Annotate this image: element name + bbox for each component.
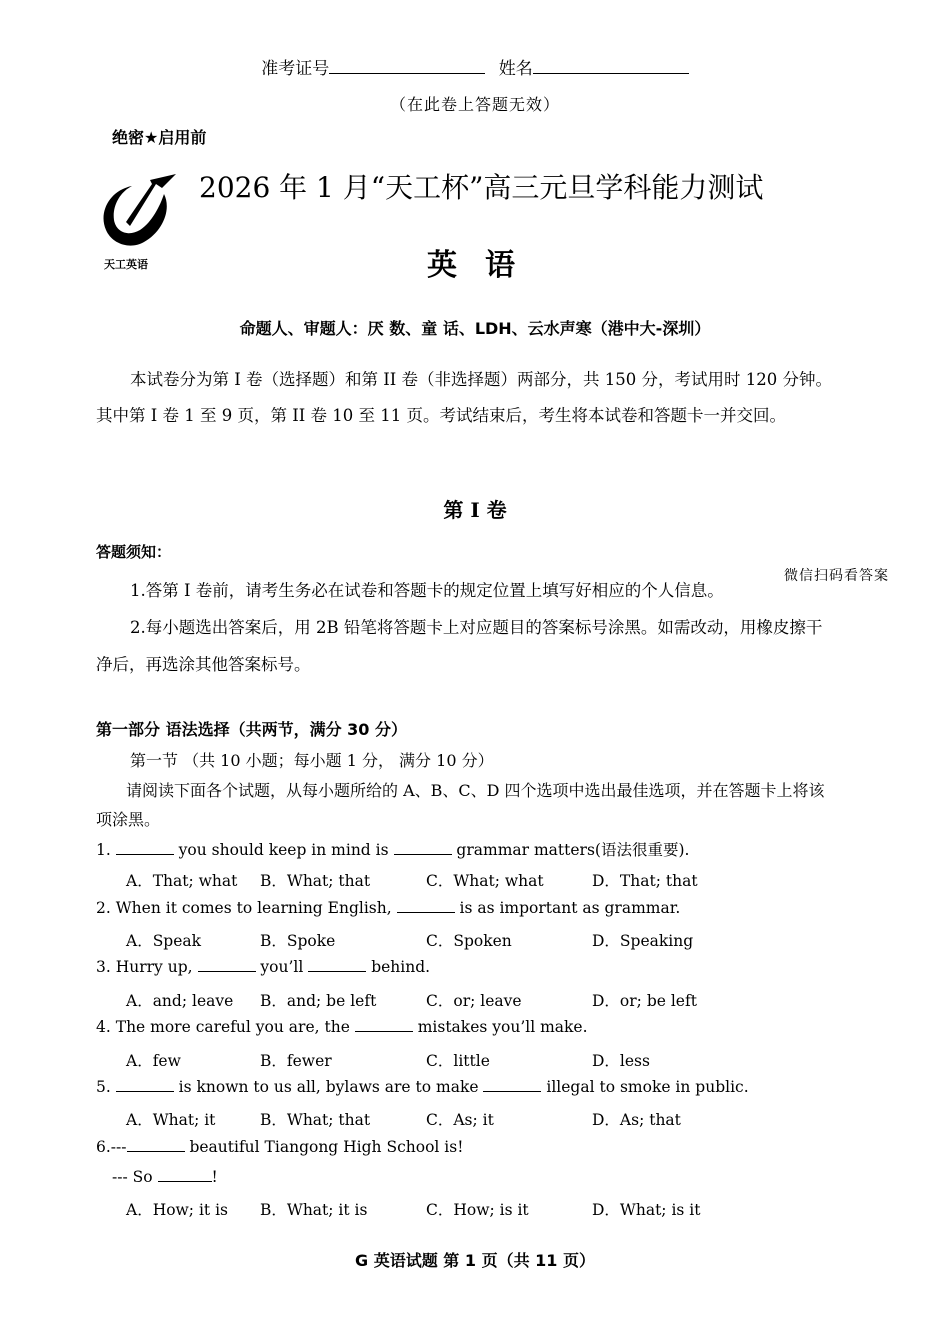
option-3d: D．or; be left — [592, 992, 697, 1010]
secret-label: 绝密★启用前 — [112, 128, 207, 147]
option-3b: B．and; be left — [260, 992, 377, 1010]
option-4d: D．less — [592, 1052, 650, 1070]
option-5c: C．As; it — [426, 1111, 494, 1129]
option-6d: D．What; is it — [592, 1201, 701, 1219]
question-number: 1. — [96, 841, 111, 859]
exam-id-label: 准考证号 — [261, 59, 330, 79]
question-text: --- So — [112, 1168, 158, 1186]
invalid-note: （在此卷上答题无效） — [389, 95, 560, 114]
exam-id-blank — [329, 73, 485, 74]
option-6c: C．How; is it — [426, 1201, 529, 1219]
answer-blank — [116, 854, 174, 855]
option-6a: A．How; it is — [126, 1201, 228, 1219]
question-number: 3. — [96, 958, 111, 976]
option-5a: A．What; it — [126, 1111, 216, 1129]
question-text: is as important as grammar. — [454, 899, 681, 917]
option-1c: C．What; what — [426, 872, 544, 890]
instruction-line-2: 项涂黑。 — [96, 810, 161, 829]
answer-blank — [127, 1151, 185, 1152]
option-2b: B．Spoke — [260, 932, 336, 950]
question-3 — [96, 958, 430, 976]
option-2c: C．Spoken — [426, 932, 512, 950]
answer-blank — [308, 971, 366, 972]
name-blank — [533, 73, 689, 74]
question-1 — [96, 838, 689, 860]
question-2 — [96, 899, 680, 917]
question-6-line-2 — [112, 1168, 218, 1186]
option-3a: A．and; leave — [126, 992, 234, 1010]
part1-title: 第一部分 语法选择（共两节，满分 30 分） — [96, 720, 407, 739]
notice-item-2-line-1: 2.每小题选出答案后，用 2B 铅笔将答题卡上对应题目的答案标号涂黑。如需改动，用橡皮擦干 — [130, 618, 823, 637]
instruction-line-1: 请阅读下面各个试题，从每小题所给的 A、B、C、D 四个选项中选出最佳选项，并在答题卡上将该 — [126, 781, 825, 800]
part1-section1: 第一节 （共 10 小题；每小题 1 分， 满分 10 分） — [130, 751, 494, 770]
question-text: you’ll — [255, 958, 309, 976]
question-number: 5. — [96, 1078, 111, 1096]
question-number: 4. — [96, 1018, 111, 1036]
question-text: Hurry up, — [115, 958, 198, 976]
option-1d: D．That; that — [592, 872, 698, 890]
answer-blank — [116, 1091, 174, 1092]
question-text: --- — [110, 1138, 127, 1156]
notice-title: 答题须知： — [96, 543, 172, 561]
section-title: 第 I 卷 — [443, 498, 507, 522]
question-text: illegal to smoke in public. — [541, 1078, 749, 1096]
intro-line-2: 其中第 I 卷 1 至 9 页，第 II 卷 10 至 11 页。考试结束后，考生将本试卷和答题卡一并交回。 — [96, 406, 786, 425]
question-text: beautiful Tiangong High School is! — [184, 1138, 464, 1156]
option-2a: A．Speak — [126, 932, 202, 950]
question-5 — [96, 1078, 749, 1096]
question-text: The more careful you are, the — [115, 1018, 355, 1036]
answer-blank — [483, 1091, 541, 1092]
option-4a: A．few — [126, 1052, 181, 1070]
option-1a: A．That; what — [126, 872, 238, 890]
option-5d: D．As; that — [592, 1111, 681, 1129]
exam-title: 2026 年 1 月“天工杯”高三元旦学科能力测试 — [199, 171, 764, 204]
question-4 — [96, 1018, 588, 1036]
wechat-note: 微信扫码看答案 — [784, 568, 889, 584]
logo-text: 天工英语 — [104, 258, 148, 271]
candidate-info-line — [0, 54, 950, 79]
question-number: 2. — [96, 899, 111, 917]
answer-blank — [198, 971, 256, 972]
name-label: 姓名 — [498, 59, 533, 79]
question-text: ! — [211, 1168, 218, 1186]
answer-blank — [158, 1181, 212, 1182]
answer-blank — [397, 912, 455, 913]
option-6b: B．What; it is — [260, 1201, 368, 1219]
option-2d: D．Speaking — [592, 932, 694, 950]
answer-blank — [394, 854, 452, 855]
notice-item-2-line-2: 净后，再选涂其他答案标号。 — [96, 655, 311, 674]
question-text: mistakes you’ll make. — [412, 1018, 588, 1036]
option-3c: C．or; leave — [426, 992, 522, 1010]
question-text: grammar matters(语法很重要). — [451, 841, 690, 859]
page-footer: G 英语试题 第 1 页（共 11 页） — [355, 1251, 595, 1270]
option-5b: B．What; that — [260, 1111, 371, 1129]
answer-blank — [355, 1031, 413, 1032]
option-4b: B．fewer — [260, 1052, 332, 1070]
option-1b: B．What; that — [260, 872, 371, 890]
intro-line-1: 本试卷分为第 I 卷（选择题）和第 II 卷（非选择题）两部分，共 150 分，考试用时 120 分钟。 — [130, 370, 832, 389]
question-number: 6. — [96, 1138, 111, 1156]
option-4c: C．little — [426, 1052, 490, 1070]
authors-line: 命题人、审题人：厌 数、童 话、LDH、云水声寒（港中大-深圳） — [239, 319, 711, 338]
subject-title: 英语 — [427, 248, 543, 283]
question-text: is known to us all, bylaws are to make — [173, 1078, 484, 1096]
question-6 — [96, 1138, 463, 1156]
question-text: behind. — [366, 958, 431, 976]
question-text: you should keep in mind is — [173, 841, 394, 859]
notice-item-1: 1.答第 I 卷前，请考生务必在试卷和答题卡的规定位置上填写好相应的个人信息。 — [130, 581, 724, 600]
question-text: When it comes to learning English, — [115, 899, 397, 917]
